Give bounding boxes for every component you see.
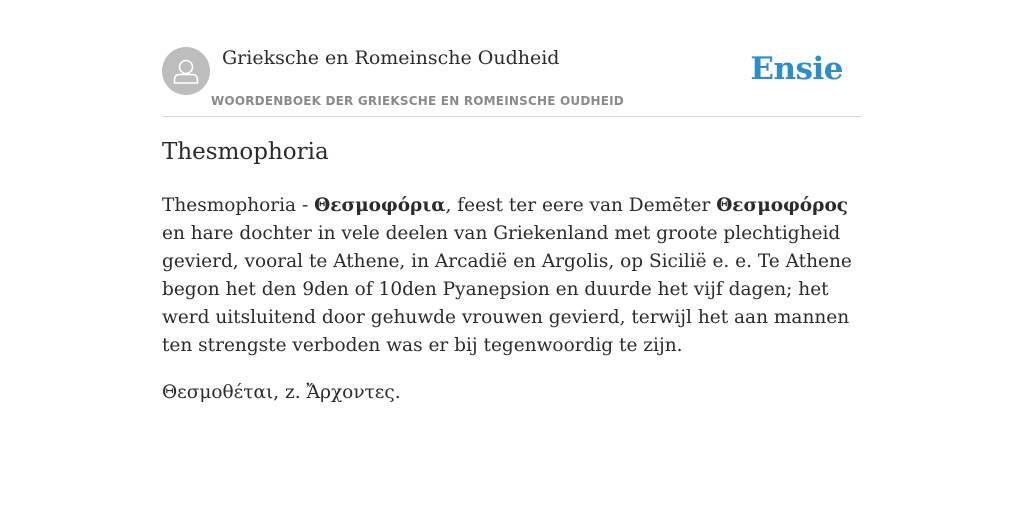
dictionary-avatar[interactable] [162,47,210,95]
user-icon [162,47,210,95]
entry-text-2: en hare dochter in vele deelen van Griekenland met groote plechtigheid gevierd, vooral te Athene, in Arcadië en Argolis, op Sicilië e. e. Te Athene begon het den 9den of 10den Pyanepsion en duurde het vijf dagen; het werd uitsluitend door gehuwde vrouwen gevierd, terwijl het aan mannen ten strengste verboden was er bij tegenwoordig te zijn. [162,223,852,356]
greek-term: Θεσμοφόρια [314,195,446,216]
entry-term: Thesmophoria [162,195,297,216]
entry-dash: - [296,195,315,216]
greek-epithet: Θεσμοφόρος [716,195,849,216]
cross-reference: Θεσμοθέται, z. Ἄρχοντες. [162,382,401,403]
brand-logo[interactable]: Ensie [750,51,843,87]
entry-text-1: , feest ter eere van Demēter [445,195,717,216]
dictionary-subtitle: WOORDENBOEK DER GRIEKSCHE EN ROMEINSCHE OUDHEID [211,94,624,108]
dictionary-title[interactable]: Grieksche en Romeinsche Oudheid [222,47,560,69]
dictionary-header [162,44,862,117]
entry-title: Thesmophoria [162,139,329,165]
entry-body [162,192,862,360]
